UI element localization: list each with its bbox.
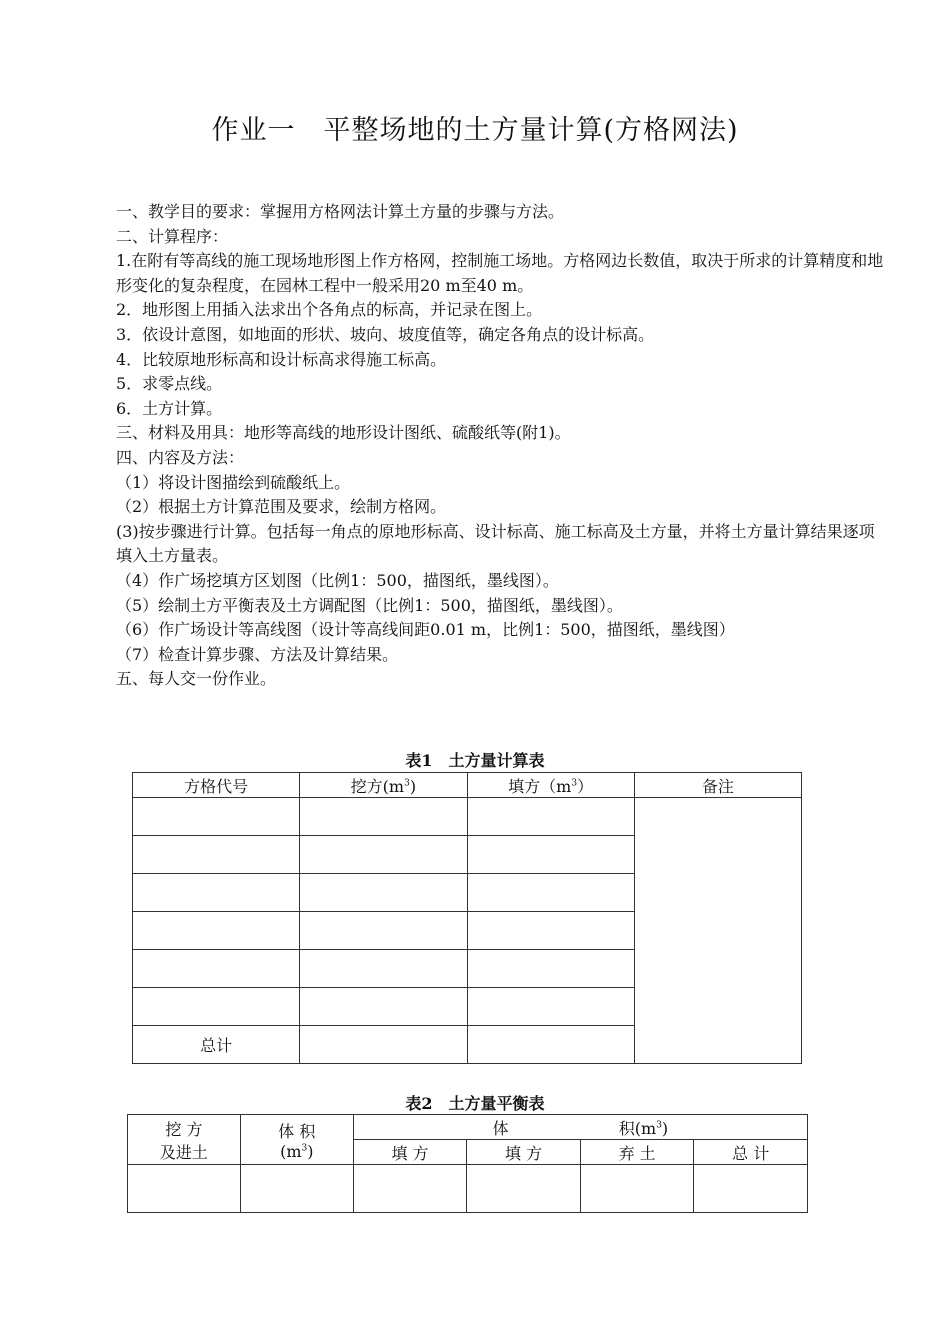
body-line: （6）作广场设计等高线图（设计等高线间距0.01 m，比例1：500，描图纸，墨线图） xyxy=(116,620,735,640)
table-cell[interactable] xyxy=(467,874,634,912)
table-row xyxy=(128,1165,808,1213)
table-cell[interactable] xyxy=(300,988,467,1026)
table-cell[interactable] xyxy=(133,874,300,912)
table-cell[interactable] xyxy=(467,836,634,874)
body-line: 二、计算程序： xyxy=(116,226,229,246)
table-cell[interactable] xyxy=(467,798,634,836)
earthwork-calc-table xyxy=(132,772,802,1064)
table-cell[interactable] xyxy=(467,1026,634,1064)
table-cell[interactable] xyxy=(467,912,634,950)
table-cell[interactable] xyxy=(694,1165,808,1213)
table-cell[interactable] xyxy=(133,798,300,836)
table-cell[interactable] xyxy=(300,1026,467,1064)
table-cell[interactable] xyxy=(467,1165,581,1213)
body-line: 三、材料及用具：地形等高线的地形设计图纸、硫酸纸等(附1)。 xyxy=(116,423,571,443)
header-grid-code: 方格代号 xyxy=(133,773,300,798)
table-cell[interactable] xyxy=(133,836,300,874)
table-cell[interactable] xyxy=(300,874,467,912)
header-fill: 填方$(m^3)$ xyxy=(467,773,634,798)
table-cell[interactable] xyxy=(300,950,467,988)
subheader-fill: 填 方 xyxy=(353,1140,467,1165)
table-cell[interactable] xyxy=(353,1165,467,1213)
earthwork-balance-table xyxy=(127,1114,808,1213)
total-label: 总计 xyxy=(133,1026,300,1064)
table-cell[interactable] xyxy=(300,912,467,950)
header-cut: 挖方$(m^3)$ xyxy=(300,773,467,798)
table-cell[interactable] xyxy=(467,988,634,1026)
page-title: 作业一 平整场地的土方量计算(方格网法) xyxy=(211,115,739,146)
table-header-row xyxy=(128,1115,808,1140)
table-cell[interactable] xyxy=(128,1165,241,1213)
body-line: 3．依设计意图，如地面的形状、坡向、坡度值等，确定各角点的设计标高。 xyxy=(116,324,655,344)
table1-caption: 表1 土方量计算表 xyxy=(405,751,545,770)
instructions-body xyxy=(116,200,886,692)
body-line: （1）将设计图描绘到硫酸纸上。 xyxy=(116,472,351,492)
remarks-cell[interactable] xyxy=(634,798,801,1064)
table-cell[interactable] xyxy=(133,950,300,988)
body-line: 2．地形图上用插入法求出个各角点的标高，并记录在图上。 xyxy=(116,300,543,320)
body-line: 5．求零点线。 xyxy=(116,374,223,394)
table-cell[interactable] xyxy=(300,798,467,836)
header-volume: 体 积 $(m^3)$ xyxy=(240,1115,353,1165)
header-remarks: 备注 xyxy=(634,773,801,798)
subheader-total: 总 计 xyxy=(694,1140,808,1165)
subheader-spoil: 弃 土 xyxy=(580,1140,694,1165)
body-line: 五、每人交一份作业。 xyxy=(116,669,277,689)
table-cell[interactable] xyxy=(133,988,300,1026)
table-cell[interactable] xyxy=(240,1165,353,1213)
table-cell[interactable] xyxy=(467,950,634,988)
body-line: （4）作广场挖填方区划图（比例1：500，描图纸，墨线图）。 xyxy=(116,570,559,590)
header-volume-group: 体 积$(m^3)$ xyxy=(353,1115,807,1140)
body-line: （5）绘制土方平衡表及土方调配图（比例1：500，描图纸，墨线图）。 xyxy=(116,595,623,615)
body-line: 四、内容及方法： xyxy=(116,447,245,467)
body-line: 1.在附有等高线的施工现场地形图上作方格网，控制施工场地。方格网边长数值，取决于所求的计算精度和地形变化的复杂程度，在园林工程中一般采用20 m至40 m。 xyxy=(116,251,884,295)
table-cell[interactable] xyxy=(580,1165,694,1213)
table-cell[interactable] xyxy=(133,912,300,950)
body-line: 一、教学目的要求：掌握用方格网法计算土方量的步骤与方法。 xyxy=(116,202,565,221)
header-cut-import: 挖 方 及进土 xyxy=(128,1115,241,1165)
table-cell[interactable] xyxy=(300,836,467,874)
subheader-fill: 填 方 xyxy=(467,1140,581,1165)
body-line: (3)按步骤进行计算。包括每一角点的原地形标高、设计标高、施工标高及土方量，并将土方量计算结果逐项填入土方量表。 xyxy=(116,521,875,566)
table-row xyxy=(133,798,802,836)
body-line: （2）根据土方计算范围及要求，绘制方格网。 xyxy=(116,497,447,517)
body-line: （7）检查计算步骤、方法及计算结果。 xyxy=(116,644,399,664)
body-line: 4．比较原地形标高和设计标高求得施工标高。 xyxy=(116,349,447,369)
body-line: 6．土方计算。 xyxy=(116,398,223,418)
table-header-row xyxy=(133,773,802,798)
table2-caption: 表2 土方量平衡表 xyxy=(405,1094,545,1113)
